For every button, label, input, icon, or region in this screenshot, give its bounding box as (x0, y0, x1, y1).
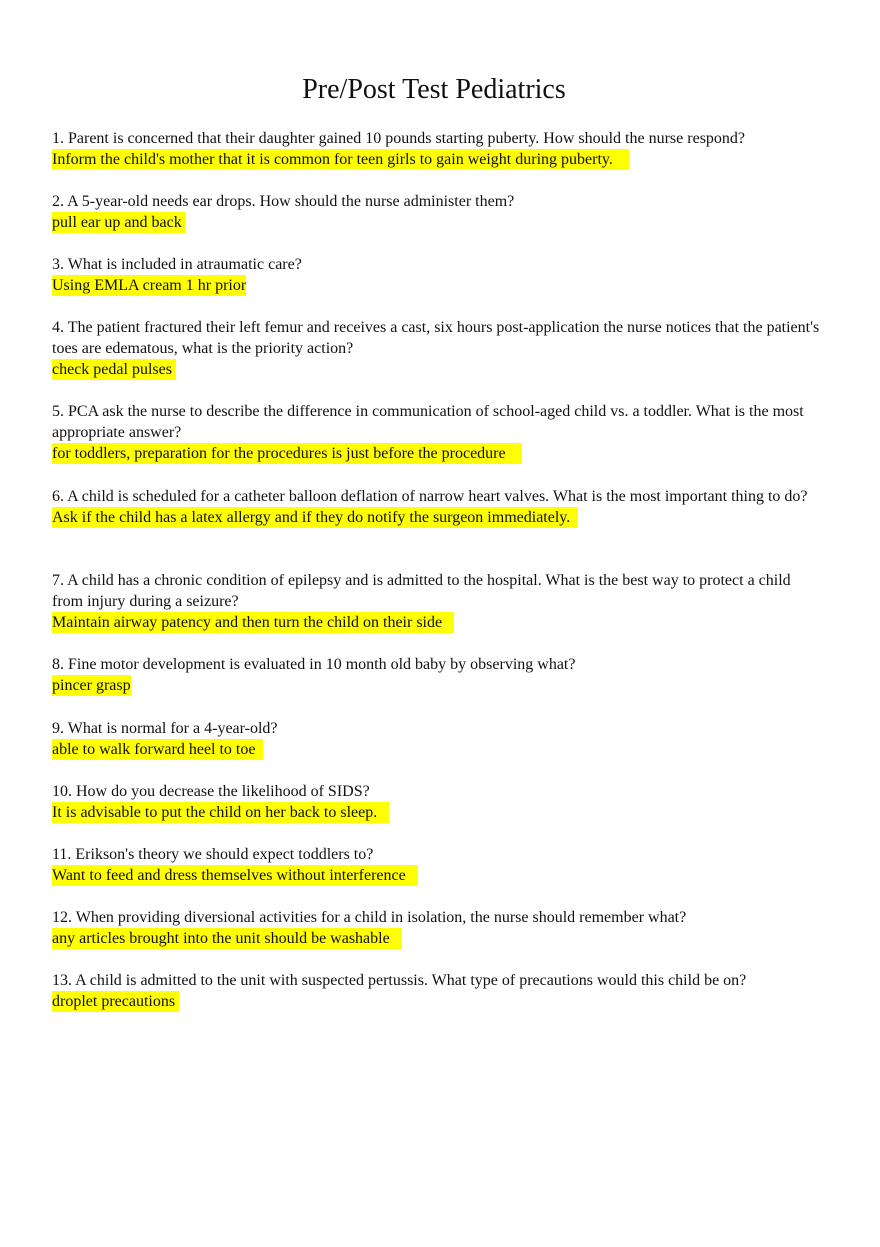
question-text: 1. Parent is concerned that their daughter gained 10 pounds starting puberty. How should the nurse respond? (52, 130, 746, 147)
highlighted-answer: It is advisable to put the child on her back to sleep. (52, 804, 390, 821)
answer-text (52, 928, 822, 949)
answer-text (52, 443, 822, 464)
question-text: 13. A child is admitted to the unit with suspected pertussis. What type of precautions would this child be on? (52, 972, 747, 989)
question-text: 9. What is normal for a 4-year-old? (52, 720, 278, 737)
question-item-3 (52, 254, 822, 296)
question-text: 2. A 5-year-old needs ear drops. How should the nurse administer them? (52, 193, 515, 210)
highlighted-answer: pincer grasp (52, 677, 131, 694)
answer-text (52, 739, 822, 760)
highlighted-answer: able to walk forward heel to toe (52, 741, 264, 758)
question-item-13 (52, 970, 822, 1012)
answer-text (52, 802, 822, 823)
highlighted-answer: Using EMLA cream 1 hr prior (52, 277, 247, 294)
question-text: 8. Fine motor development is evaluated in 10 month old baby by observing what? (52, 656, 576, 673)
page-title: Pre/Post Test Pediatrics (302, 74, 566, 105)
question-text: 5. PCA ask the nurse to describe the difference in communication of school-aged child vs. a toddler. What is the most appropriate answer? (52, 403, 804, 441)
question-item-10 (52, 781, 822, 823)
question-text: 10. How do you decrease the likelihood of SIDS? (52, 783, 370, 800)
answer-text (52, 359, 822, 380)
answer-text (52, 149, 822, 170)
answer-text (52, 212, 822, 233)
highlighted-answer: Want to feed and dress themselves without interference (52, 867, 418, 884)
question-text: 4. The patient fractured their left femur and receives a cast, six hours post-application the nurse notices that the patient's toes are edematous, what is the priority action? (52, 319, 820, 357)
highlighted-answer: for toddlers, preparation for the procedures is just before the procedure (52, 445, 522, 462)
highlighted-answer: Maintain airway patency and then turn the child on their side (52, 614, 455, 631)
answer-text (52, 275, 822, 296)
question-item-8 (52, 654, 822, 696)
highlighted-answer: any articles brought into the unit should be washable (52, 930, 402, 947)
answer-text (52, 865, 822, 886)
question-text: 11. Erikson's theory we should expect toddlers to? (52, 846, 374, 863)
highlighted-answer: pull ear up and back (52, 214, 186, 231)
highlighted-answer: Ask if the child has a latex allergy and if they do notify the surgeon immediately. (52, 509, 579, 526)
question-item-1 (52, 128, 822, 170)
question-item-11 (52, 844, 822, 886)
highlighted-answer: droplet precautions (52, 993, 180, 1010)
answer-text (52, 991, 822, 1012)
question-text: 6. A child is scheduled for a catheter balloon deflation of narrow heart valves. What is the most important thing to do? (52, 488, 808, 505)
question-item-6 (52, 486, 822, 528)
highlighted-answer: check pedal pulses (52, 361, 176, 378)
answer-text (52, 507, 822, 528)
answer-text (52, 612, 822, 633)
question-item-7 (52, 570, 822, 633)
question-item-2 (52, 191, 822, 233)
question-item-4 (52, 317, 822, 380)
question-item-12 (52, 907, 822, 949)
question-text: 7. A child has a chronic condition of epilepsy and is admitted to the hospital. What is the best way to protect a child from injury during a seizure? (52, 572, 791, 610)
question-text: 3. What is included in atraumatic care? (52, 256, 302, 273)
answer-text (52, 675, 822, 696)
question-item-5 (52, 401, 822, 464)
highlighted-answer: Inform the child's mother that it is common for teen girls to gain weight during puberty. (52, 151, 629, 168)
question-item-9 (52, 718, 822, 760)
question-text: 12. When providing diversional activities for a child in isolation, the nurse should remember what? (52, 909, 687, 926)
